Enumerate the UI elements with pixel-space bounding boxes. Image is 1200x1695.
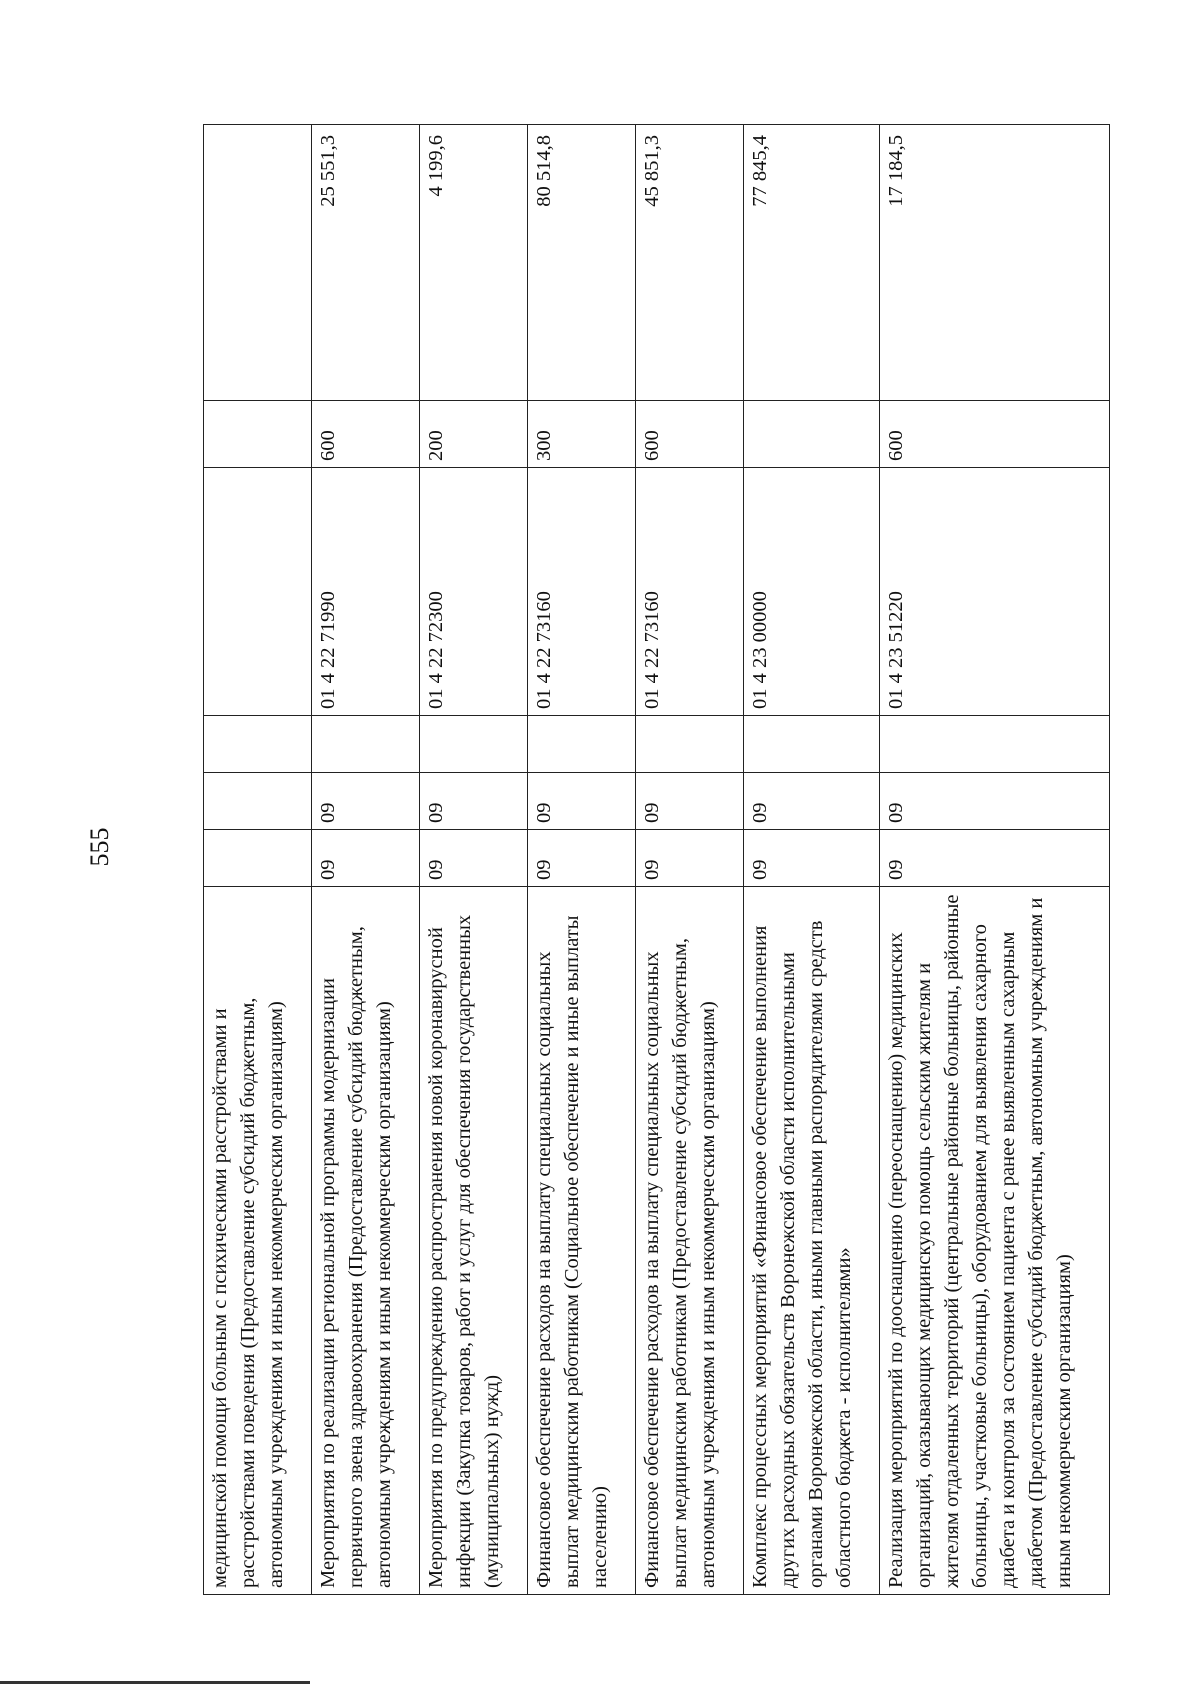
page-number: 555 (85, 827, 114, 867)
cell-pr (420, 716, 528, 773)
cell-pr (204, 716, 312, 773)
cell-amount (204, 125, 312, 401)
cell-pr (528, 716, 636, 773)
cell-amount: 45 851,3 (636, 125, 744, 401)
cell-rz: 09 (636, 773, 744, 830)
budget-table-rotated (203, 124, 1109, 1595)
cell-csr: 01 4 23 00000 (744, 468, 880, 716)
table-row (312, 125, 420, 1595)
cell-rz (204, 773, 312, 830)
cell-min: 09 (880, 830, 1110, 887)
table-row (636, 125, 744, 1595)
table-row (880, 125, 1110, 1595)
cell-min: 09 (636, 830, 744, 887)
table-row (204, 125, 312, 1595)
cell-name: медицинской помощи больным с психическими расстройствами и расстройствами поведения (Предоставление субсидий бюджетным, автономным учреждениям и иным некоммерческим организациям) (204, 887, 312, 1595)
cell-vr: 600 (636, 401, 744, 468)
cell-pr (312, 716, 420, 773)
cell-vr: 600 (312, 401, 420, 468)
cell-vr (744, 401, 880, 468)
cell-csr: 01 4 22 72300 (420, 468, 528, 716)
cell-vr (204, 401, 312, 468)
cell-pr (880, 716, 1110, 773)
cell-csr: 01 4 22 73160 (528, 468, 636, 716)
budget-table (203, 124, 1110, 1595)
cell-name: Мероприятия по предупреждению распространения новой коронавирусной инфекции (Закупка товаров, работ и услуг для обеспечения государственных (муниципальных) нужд) (420, 887, 528, 1595)
cell-amount: 4 199,6 (420, 125, 528, 401)
cell-name: Реализация мероприятий по дооснащению (переоснащению) медицинских организаций, оказывающих медицинскую помощь сельским жителям и жителям отдаленных территорий (центральные районные больницы, районные больницы, участковые больницы), оборудованием для выявления сахарного диабета и контроля за состоянием пациента с ранее выявленным сахарным диабетом (Предоставление субсидий бюджетным, автономным учреждениям и иным некоммерческим организациям) (880, 887, 1110, 1595)
cell-min: 09 (312, 830, 420, 887)
cell-csr: 01 4 23 51220 (880, 468, 1110, 716)
cell-name: Мероприятия по реализации региональной программы модернизации первичного звена здравоохранения (Предоставление субсидий бюджетным, автономным учреждениям и иным некоммерческим организациям) (312, 887, 420, 1595)
footnote-divider (0, 1681, 310, 1684)
cell-rz: 09 (880, 773, 1110, 830)
cell-csr: 01 4 22 73160 (636, 468, 744, 716)
cell-min: 09 (744, 830, 880, 887)
cell-rz: 09 (528, 773, 636, 830)
cell-name: Финансовое обеспечение расходов на выплату специальных социальных выплат медицинским работникам (Предоставление субсидий бюджетным, автономным учреждениям и иным некоммерческим организациям) (636, 887, 744, 1595)
cell-amount: 17 184,5 (880, 125, 1110, 401)
table-row (528, 125, 636, 1595)
cell-vr: 300 (528, 401, 636, 468)
cell-csr (204, 468, 312, 716)
cell-rz: 09 (744, 773, 880, 830)
cell-min: 09 (528, 830, 636, 887)
cell-amount: 80 514,8 (528, 125, 636, 401)
cell-rz: 09 (420, 773, 528, 830)
cell-csr: 01 4 22 71990 (312, 468, 420, 716)
cell-vr: 200 (420, 401, 528, 468)
cell-name: Финансовое обеспечение расходов на выплату специальных социальных выплат медицинским работникам (Социальное обеспечение и иные выплаты населению) (528, 887, 636, 1595)
cell-rz: 09 (312, 773, 420, 830)
cell-amount: 77 845,4 (744, 125, 880, 401)
cell-pr (744, 716, 880, 773)
cell-name: Комплекс процессных мероприятий «Финансовое обеспечение выполнения других расходных обязательств Воронежской области исполнительными органами Воронежской области, иными главными распорядителями средств областного бюджета - исполнителями» (744, 887, 880, 1595)
cell-min: 09 (420, 830, 528, 887)
cell-pr (636, 716, 744, 773)
table-row (744, 125, 880, 1595)
cell-amount: 25 551,3 (312, 125, 420, 401)
cell-vr: 600 (880, 401, 1110, 468)
table-row (420, 125, 528, 1595)
cell-min (204, 830, 312, 887)
